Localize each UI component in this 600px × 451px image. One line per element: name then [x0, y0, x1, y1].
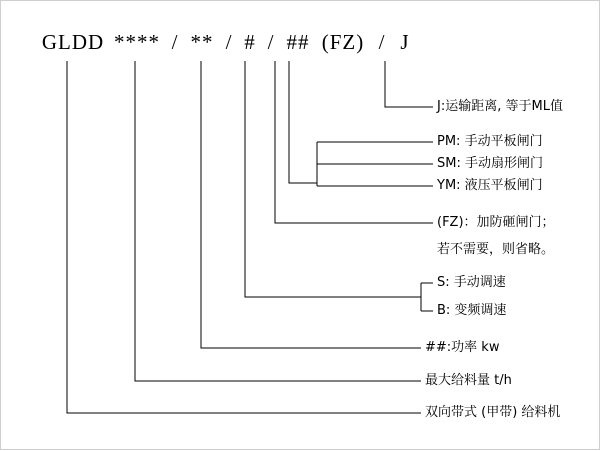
code-token-slash-2: /	[225, 29, 233, 54]
legend-fz-2: 若不需要，则省略。	[437, 242, 555, 257]
leader-j	[385, 61, 433, 107]
leader-feed	[135, 61, 421, 381]
legend-power: ##:功率 kw	[425, 340, 500, 355]
code-token-double-star: **	[190, 29, 214, 54]
legend-ym: YM: 液压平板闸门	[437, 178, 543, 193]
leader-power	[201, 61, 421, 348]
legend-fz-1: (FZ)：加防砸闸门；	[437, 215, 555, 230]
leader-s	[245, 61, 421, 297]
legend-feed: 最大给料量 t/h	[425, 373, 512, 388]
code-token-double-hash: ##	[286, 29, 310, 54]
code-token-j: J	[400, 29, 410, 54]
code-token-gldd: GLDD	[41, 29, 105, 54]
code-token-slash-4: /	[378, 29, 386, 54]
legend-pm: PM: 手动平板闸门	[437, 134, 543, 149]
code-token-stars: ****	[114, 29, 160, 54]
code-token-slash-3: /	[267, 29, 275, 54]
leader-model	[67, 61, 421, 413]
legend-b: B: 变频调速	[437, 303, 507, 318]
legend-s: S: 手动调速	[437, 275, 506, 290]
code-token-slash-1: /	[171, 29, 179, 54]
code-token-fz: (FZ)	[321, 29, 365, 54]
legend-model: 双向带式 (甲带) 给料机	[425, 405, 561, 420]
legend-j: J:运输距离, 等于ML值	[437, 99, 563, 114]
leader-ym	[289, 61, 317, 183]
code-token-hash: #	[244, 29, 256, 54]
legend-sm: SM: 手动扇形闸门	[437, 156, 543, 171]
